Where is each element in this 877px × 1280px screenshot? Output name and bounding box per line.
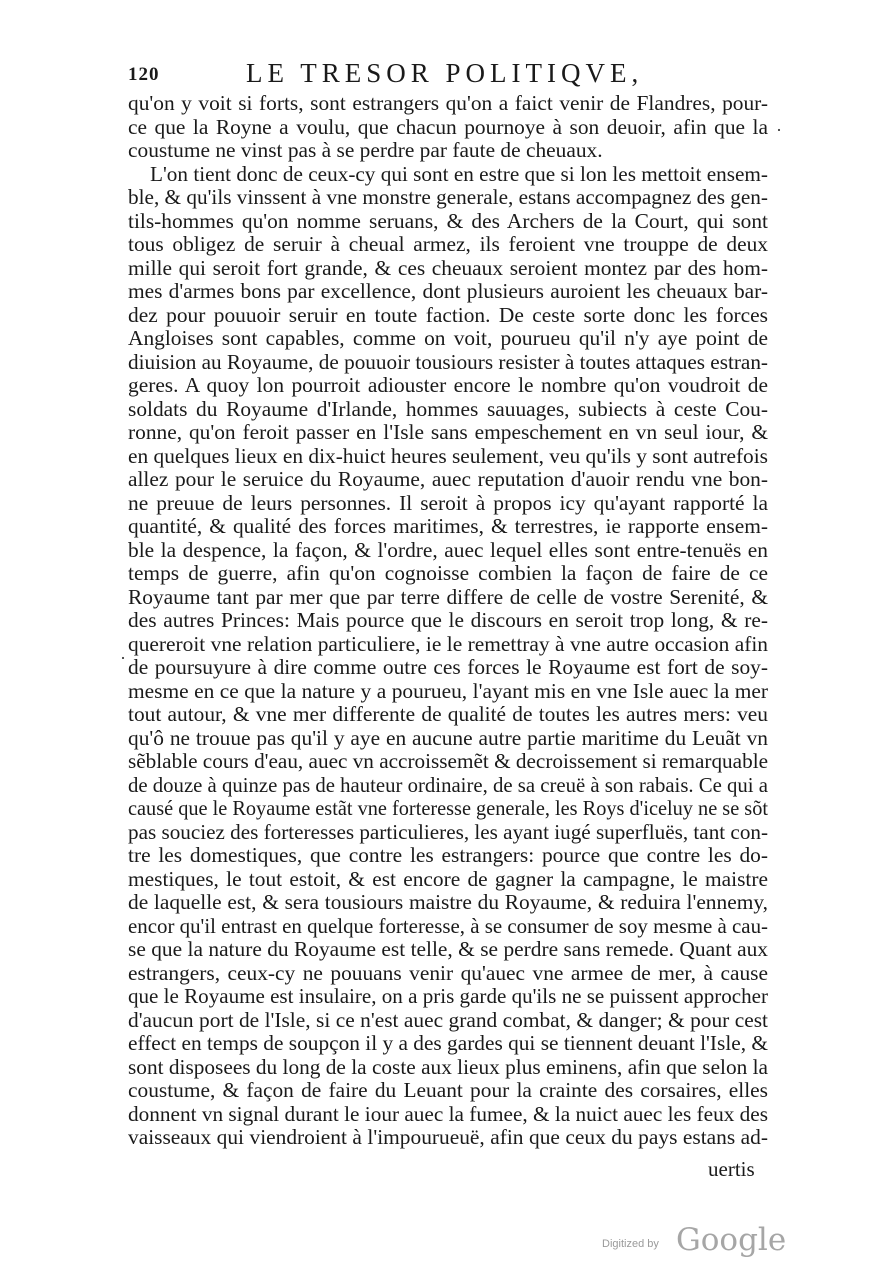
text-line: Angloises sont capables, comme on voit, pourueu qu'il n'y aye point de: [128, 326, 768, 350]
text-line: sont disposees du long de la coste aux lieux plus eminens, afin que selon la: [128, 1054, 768, 1079]
text-line: L'on tient donc de ceux-cy qui sont en estre que si lon les mettoit ensem-: [150, 161, 768, 186]
text-line: ce que la Royne a voulu, que chacun pournoye à son deuoir, afin que la: [128, 114, 768, 139]
text-line: soldats du Royaume d'Irlande, hommes sauuages, subiects à ceste Cou-: [128, 396, 768, 421]
text-line: effect en temps de soupçon il y a des gardes qui se tiennent deuant l'Isle, &: [128, 1031, 768, 1055]
page-header: [128, 56, 768, 90]
text-line: mille qui seroit fort grande, & ces cheuaux seroient montez par des hom-: [128, 255, 768, 280]
text-line: ble, & qu'ils vinssent à vne monstre generale, estans accompagnez des gen-: [128, 185, 768, 209]
margin-mark: ·: [776, 120, 782, 140]
text-line: coustume, & façon de faire du Leuant pour la crainte des corsaires, elles: [128, 1078, 768, 1102]
running-title: LE TRESOR POLITIQVE,: [246, 58, 644, 88]
text-line: qu'ô ne trouue pas qu'il y aye en aucune autre partie maritime du Leuãt vn: [128, 725, 768, 750]
text-line: dez pour pouuoir seruir en toute faction. De ceste sorte donc les forces: [128, 302, 768, 327]
text-line: causé que le Royaume estãt vne forteresse generale, les Roys d'iceluy ne se sõt: [128, 796, 768, 820]
catchword: uertis: [708, 1157, 755, 1181]
text-line: pas souciez des forteresses particulieres, les ayant iugé superfluës, tant con-: [128, 819, 768, 844]
text-line: de douze à quinze pas de hauteur ordinaire, de sa creuë à son rabais. Ce qui a: [128, 772, 768, 797]
text-line: que le Royaume est insulaire, on a pris garde qu'ils ne se puissent approcher: [128, 984, 768, 1008]
body-text: [128, 92, 768, 1150]
text-line: en quelques lieux en dix-huict heures seulement, veu qu'ils y sont autrefois: [128, 443, 768, 468]
text-line: se que la nature du Royaume est telle, & se perdre sans remede. Quant aux: [128, 937, 768, 961]
text-line: qu'on y voit si forts, sont estrangers qu'on a faict venir de Flandres, pour-: [128, 91, 768, 115]
text-line: Royaume tant par mer que par terre differe de celle de vostre Serenité, &: [128, 584, 768, 609]
text-line: de laquelle est, & sera tousiours maistre du Royaume, & reduira l'ennemy,: [128, 890, 768, 914]
text-line: allez pour le seruice du Royaume, auec reputation d'auoir rendu vne bon-: [128, 467, 768, 491]
text-line: tous obligez de seruir à cheual armez, ils feroient vne trouppe de deux: [128, 232, 768, 256]
text-line: mesme en ce que la nature y a pourueu, l'ayant mis en vne Isle auec la mer: [128, 678, 768, 703]
text-line: sẽblable cours d'eau, auec vn accroissemẽt & decroissement si remarquable: [128, 749, 768, 773]
page-number: 120: [128, 64, 160, 85]
digitized-by-label: Digitized by: [602, 1238, 659, 1250]
margin-mark: ·: [120, 648, 126, 668]
text-line: ble la despence, la façon, & l'ordre, auec lequel elles sont entre-tenuës en: [128, 537, 768, 562]
google-watermark: [602, 1222, 802, 1262]
text-line: mes d'armes bons par excellence, dont plusieurs auroient les cheuaux bar-: [128, 279, 768, 303]
text-line: ronne, qu'on feroit passer en l'Isle sans empeschement en vn seul iour, &: [128, 420, 768, 444]
text-line: encor qu'il entrast en quelque forteresse, à se consumer de soy mesme à cau-: [128, 913, 768, 938]
text-line: tils-hommes qu'on nomme seruans, & des Archers de la Court, qui sont: [128, 208, 768, 233]
text-line: vaisseaux qui viendroient à l'impourueuë, afin que ceux du pays estans ad-: [128, 1125, 768, 1149]
text-line: de poursuyure à dire comme outre ces forces le Royaume est fort de soy-: [128, 655, 768, 679]
text-line: donnent vn signal durant le iour auec la fumee, & la nuict auec les feux des: [128, 1101, 768, 1126]
text-line: des autres Princes: Mais pource que le discours en seroit trop long, & re-: [128, 608, 768, 632]
text-line: geres. A quoy lon pourroit adiouster encore le nombre qu'on voudroit de: [128, 373, 768, 397]
text-line: d'aucun port de l'Isle, si ce n'est auec grand combat, & danger; & pour cest: [128, 1007, 768, 1032]
text-line: diuision au Royaume, de pouuoir tousiours resister à toutes attaques estran-: [128, 349, 768, 374]
google-logo: Google: [676, 1222, 787, 1258]
text-line: tre les domestiques, que contre les estrangers: pource que contre les do-: [128, 843, 768, 867]
text-line: coustume ne vinst pas à se perdre par faute de cheuaux.: [128, 138, 603, 162]
text-line: mestiques, le tout estoit, & est encore de gagner la campagne, le maistre: [128, 866, 768, 891]
text-line: quantité, & qualité des forces maritimes, & terrestres, ie rapporte ensem-: [128, 514, 768, 538]
text-line: quereroit vne relation particuliere, ie le remettray à vne autre occasion afin: [128, 631, 768, 656]
text-line: temps de guerre, afin qu'on cognoisse combien la façon de faire de ce: [128, 561, 768, 585]
text-line: ne preuue de leurs personnes. Il seroit à propos icy qu'ayant rapporté la: [128, 490, 768, 515]
text-line: tout autour, & vne mer differente de qualité de toutes les autres mers: veu: [128, 702, 768, 726]
text-line: estrangers, ceux-cy ne pouuans venir qu'auec vne armee de mer, à cause: [128, 960, 768, 985]
